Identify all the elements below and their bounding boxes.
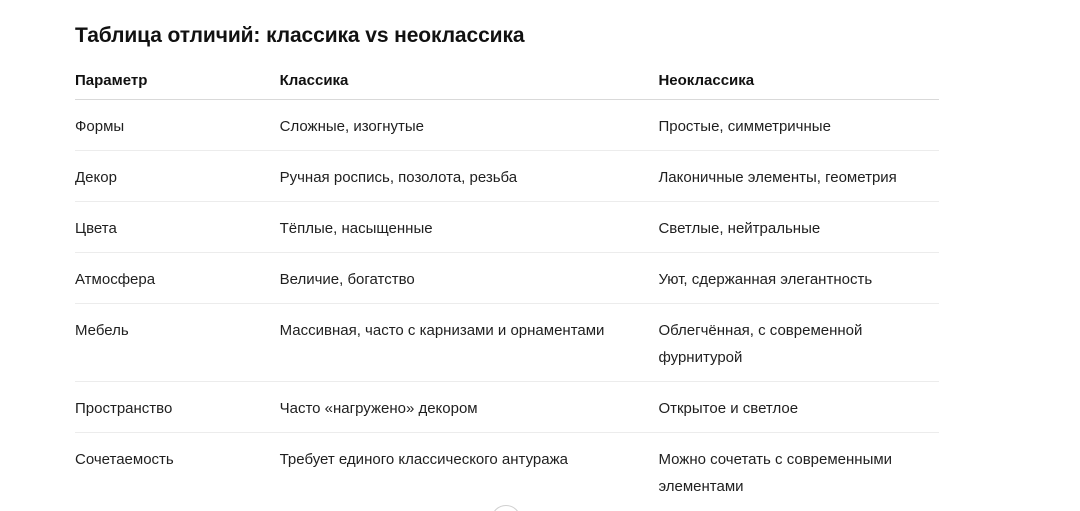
cell-classic: Величие, богатство <box>280 253 659 304</box>
cell-classic: Сложные, изогнутые <box>280 100 659 151</box>
table-row <box>75 433 939 511</box>
cell-parameter: Мебель <box>75 304 280 382</box>
cell-parameter: Цвета <box>75 202 280 253</box>
cell-parameter: Атмосфера <box>75 253 280 304</box>
cell-parameter: Формы <box>75 100 280 151</box>
header-neoclassic: Неоклассика <box>658 62 939 100</box>
table-row <box>75 202 939 253</box>
cell-neoclassic: Уют, сдержанная элегантность <box>658 253 939 304</box>
cell-neoclassic: Можно сочетать с современными элементами <box>658 451 893 495</box>
cell-neoclassic: Светлые, нейтральные <box>658 202 939 253</box>
header-parameter: Параметр <box>75 62 280 100</box>
cell-parameter: Сочетаемость <box>75 451 174 468</box>
cell-classic: Тёплые, насыщенные <box>280 202 659 253</box>
cell-neoclassic: Открытое и светлое <box>658 382 939 433</box>
table-header-row <box>75 62 939 100</box>
cell-classic: Ручная роспись, позолота, резьба <box>280 151 659 202</box>
cell-parameter: Декор <box>75 151 280 202</box>
table-title: Таблица отличий: классика vs неоклассика <box>75 24 525 47</box>
table-row <box>75 253 939 304</box>
table-row <box>75 382 939 433</box>
table-row <box>75 151 939 202</box>
header-classic: Классика <box>280 62 659 100</box>
cell-classic: Массивная, часто с карнизами и орнаментами <box>280 304 659 382</box>
cell-neoclassic: Лаконичные элементы, геометрия <box>658 151 939 202</box>
cell-neoclassic: Облегчённая, с современной фурнитурой <box>658 304 939 382</box>
cell-classic: Требует единого классического антуража <box>279 451 568 468</box>
cell-neoclassic: Простые, симметричные <box>658 100 939 151</box>
cell-parameter: Пространство <box>75 382 280 433</box>
cell-classic: Часто «нагружено» декором <box>280 382 659 433</box>
table-row <box>75 100 939 151</box>
comparison-table <box>75 62 939 510</box>
table-row <box>75 304 939 382</box>
